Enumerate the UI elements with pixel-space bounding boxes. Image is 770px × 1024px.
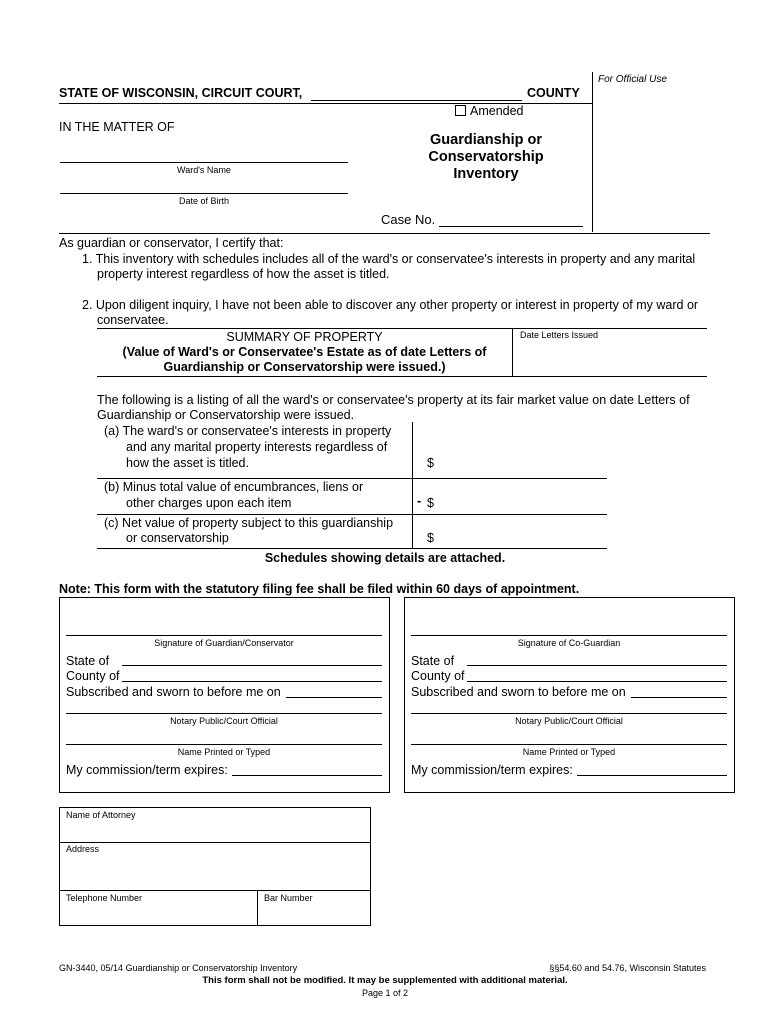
- amended-checkbox[interactable]: [455, 105, 466, 116]
- listing-line-1: The following is a listing of all the ward's or conservatee's property at its fair market value on date Letters of: [97, 393, 690, 407]
- item-b-line-2: other charges upon each item: [126, 496, 292, 510]
- amended-label: Amended: [470, 104, 524, 118]
- dob-caption: Date of Birth: [178, 196, 230, 206]
- item-a-dollar: $: [427, 456, 434, 470]
- certify-item-1-cont: property interest regardless of how the asset is titled.: [97, 267, 390, 281]
- county-name-field[interactable]: [311, 100, 522, 101]
- certify-item-1: 1. This inventory with schedules includes all of the ward's or conservatee's interests in property and any marital: [82, 252, 696, 266]
- county-of-field[interactable]: [122, 681, 382, 682]
- commission-field[interactable]: [577, 775, 727, 776]
- attorney-box: [59, 807, 371, 926]
- notary-caption: Notary Public/Court Official: [515, 716, 623, 726]
- co-guardian-signature-box: [404, 597, 735, 793]
- address-label: Address: [66, 844, 100, 854]
- county-of-label: County of: [411, 669, 465, 683]
- sworn-date-field[interactable]: [286, 697, 382, 698]
- co-guardian-signature-field[interactable]: [411, 635, 727, 636]
- official-use-label: For Official Use: [598, 74, 667, 85]
- commission-label: My commission/term expires:: [411, 763, 573, 777]
- telephone-label: Telephone Number: [66, 893, 143, 903]
- sworn-label: Subscribed and sworn to before me on: [66, 685, 281, 699]
- attorney-divider-2: [60, 890, 370, 891]
- state-of-field[interactable]: [467, 665, 727, 666]
- summary-subheading-2: Guardianship or Conservatorship were issued.): [163, 360, 446, 374]
- schedules-attached: Schedules showing details are attached.: [264, 551, 506, 565]
- title-line-3: Inventory: [453, 166, 519, 182]
- item-a-line-2: and any marital property interests regardless of: [126, 440, 388, 454]
- bar-number-field[interactable]: [264, 905, 364, 923]
- statutes: §§54.60 and 54.76, Wisconsin Statutes: [549, 963, 706, 973]
- notary-caption: Notary Public/Court Official: [170, 716, 278, 726]
- notary-signature-field[interactable]: [411, 713, 727, 714]
- attorney-divider-3: [257, 890, 258, 925]
- item-b-minus: -: [417, 494, 422, 508]
- section-divider: [59, 233, 710, 234]
- item-b-dollar: $: [427, 496, 434, 510]
- date-letters-label: Date Letters Issued: [520, 330, 599, 340]
- summary-subheading-1: (Value of Ward's or Conservatee's Estate as of date Letters of: [122, 345, 487, 359]
- official-use-divider: [592, 72, 593, 232]
- county-of-field[interactable]: [467, 681, 727, 682]
- certify-item-2-cont: conservatee.: [97, 313, 169, 327]
- item-c-line: [97, 548, 607, 549]
- item-b-line: [97, 514, 607, 515]
- matter-label: IN THE MATTER OF: [59, 120, 175, 134]
- attorney-name-field[interactable]: [66, 822, 362, 840]
- item-b-divider: [412, 478, 413, 514]
- name-printed-caption: Name Printed or Typed: [177, 747, 271, 757]
- item-c-line-2: or conservatorship: [126, 531, 229, 545]
- county-of-label: County of: [66, 669, 120, 683]
- guardian-signature-field[interactable]: [66, 635, 382, 636]
- state-of-field[interactable]: [122, 665, 382, 666]
- title-line-1: Guardianship or: [430, 132, 542, 148]
- commission-field[interactable]: [232, 775, 382, 776]
- item-b-value-field[interactable]: [438, 494, 604, 512]
- item-a-line: [97, 478, 607, 479]
- page-number: Page 1 of 2: [361, 988, 409, 998]
- guardian-signature-box: [59, 597, 390, 793]
- certify-intro: As guardian or conservator, I certify that:: [59, 236, 284, 250]
- summary-bottom-line: [97, 376, 707, 377]
- guardian-signature-caption: Signature of Guardian/Conservator: [154, 638, 294, 648]
- sworn-label: Subscribed and sworn to before me on: [411, 685, 626, 699]
- title-line-2: Conservatorship: [428, 149, 544, 165]
- county-label: COUNTY: [527, 86, 580, 100]
- sworn-date-field[interactable]: [631, 697, 727, 698]
- co-guardian-signature-caption: Signature of Co-Guardian: [517, 638, 621, 648]
- summary-top-line: [97, 328, 707, 329]
- state-of-label: State of: [411, 654, 455, 668]
- notary-signature-field[interactable]: [66, 713, 382, 714]
- ward-name-caption: Ward's Name: [177, 165, 231, 175]
- telephone-field[interactable]: [66, 905, 252, 923]
- bar-number-label: Bar Number: [264, 893, 313, 903]
- item-a-value-field[interactable]: [438, 455, 604, 475]
- attorney-divider-1: [60, 842, 370, 843]
- commission-label: My commission/term expires:: [66, 763, 228, 777]
- item-c-line-1: (c) Net value of property subject to this guardianship: [104, 516, 394, 530]
- name-printed-caption: Name Printed or Typed: [522, 747, 616, 757]
- filing-note: Note: This form with the statutory filing fee shall be filed within 60 days of appointment.: [59, 582, 580, 596]
- item-b-line-1: (b) Minus total value of encumbrances, liens or: [104, 480, 364, 494]
- form-title: [400, 132, 572, 183]
- ward-name-field[interactable]: [60, 162, 348, 163]
- listing-line-2: Guardianship or Conservatorship were issued.: [97, 408, 355, 422]
- name-printed-field[interactable]: [66, 744, 382, 745]
- item-a-line-1: (a) The ward's or conservatee's interests in property: [104, 424, 392, 438]
- case-no-field[interactable]: [439, 226, 583, 227]
- dob-field[interactable]: [60, 193, 348, 194]
- court-prefix: STATE OF WISCONSIN, CIRCUIT COURT,: [59, 86, 303, 100]
- item-c-dollar: $: [427, 531, 434, 545]
- summary-heading: SUMMARY OF PROPERTY: [226, 330, 383, 344]
- form-id: GN-3440, 05/14 Guardianship or Conservatorship Inventory: [59, 963, 298, 973]
- case-no-label: Case No.: [381, 212, 436, 227]
- state-of-label: State of: [66, 654, 110, 668]
- item-c-divider: [412, 514, 413, 548]
- certify-item-2: 2. Upon diligent inquiry, I have not been able to discover any other property or interest in property of my ward or: [82, 298, 699, 312]
- attorney-name-label: Name of Attorney: [66, 810, 136, 820]
- modification-notice: This form shall not be modified. It may be supplemented with additional material.: [202, 975, 568, 986]
- item-a-divider: [412, 422, 413, 478]
- item-c-value-field[interactable]: [438, 529, 604, 547]
- date-letters-field[interactable]: [520, 345, 704, 373]
- summary-divider: [512, 328, 513, 376]
- item-a-line-3: how the asset is titled.: [126, 456, 249, 470]
- name-printed-field[interactable]: [411, 744, 727, 745]
- address-field[interactable]: [66, 856, 362, 886]
